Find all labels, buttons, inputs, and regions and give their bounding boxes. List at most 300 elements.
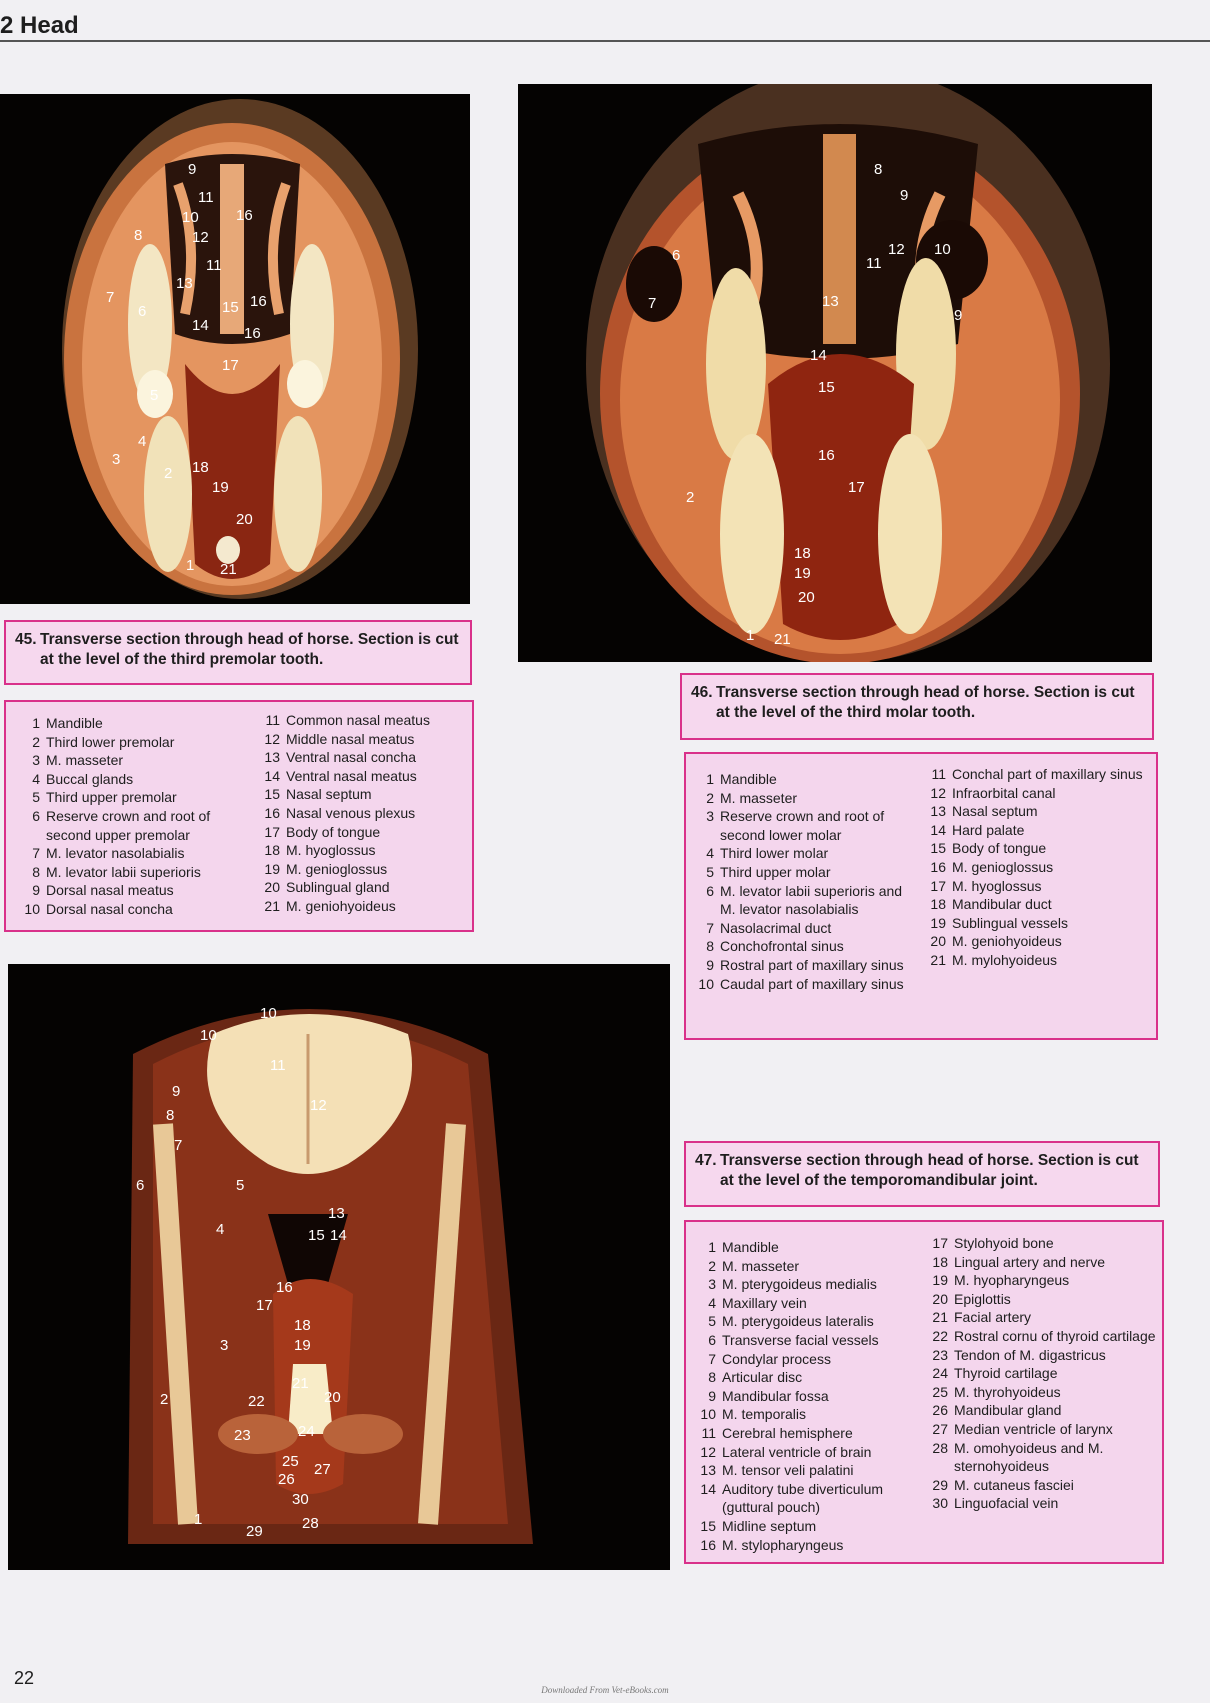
legend-item-text: M. hyopharyngeus bbox=[954, 1272, 1070, 1289]
photo-label: 18 bbox=[294, 1317, 311, 1334]
legend-item-number: 10 bbox=[700, 1406, 716, 1423]
legend-item-number: 13 bbox=[700, 1462, 716, 1479]
photo-label: 28 bbox=[302, 1515, 319, 1532]
legend-item bbox=[20, 807, 236, 844]
photo-label: 23 bbox=[234, 1427, 251, 1444]
photo-label: 20 bbox=[324, 1389, 341, 1406]
caption-text: Transverse section through head of horse. Section is cut at the level of the third premolar tooth. bbox=[40, 631, 459, 668]
legend-item-text: Transverse facial vessels bbox=[722, 1331, 879, 1348]
photo-label: 17 bbox=[222, 357, 239, 374]
legend-item bbox=[696, 1443, 928, 1462]
photo-label: 17 bbox=[848, 479, 865, 496]
legend-item-text: Dorsal nasal concha bbox=[46, 900, 173, 917]
legend-item-number: 12 bbox=[700, 1443, 716, 1460]
legend-item-text: Reserve crown and root of second upper premolar bbox=[46, 807, 211, 843]
figure-number: 47. bbox=[695, 1152, 717, 1169]
legend-item bbox=[694, 882, 920, 919]
legend-item bbox=[260, 767, 470, 786]
photo-label: 18 bbox=[192, 459, 209, 476]
photo-label: 24 bbox=[298, 1423, 315, 1440]
legend-item bbox=[694, 807, 920, 844]
photo-label: 22 bbox=[248, 1393, 265, 1410]
legend-item-number: 2 bbox=[706, 789, 714, 806]
photo-label: 14 bbox=[192, 317, 209, 334]
legend-item-number: 20 bbox=[932, 1290, 948, 1307]
figure-47-labels bbox=[8, 964, 670, 1570]
legend-item-text: Sublingual vessels bbox=[952, 914, 1068, 931]
photo-label: 11 bbox=[198, 189, 214, 206]
photo-label: 14 bbox=[330, 1227, 347, 1244]
legend-item-text: Buccal glands bbox=[46, 770, 134, 787]
legend-item-number: 19 bbox=[930, 914, 946, 931]
legend-item-number: 15 bbox=[930, 840, 946, 857]
legend-item-text: Body of tongue bbox=[286, 823, 381, 840]
legend-item bbox=[928, 1271, 1160, 1290]
legend-item-text: Dorsal nasal meatus bbox=[46, 882, 174, 899]
legend-item-number: 15 bbox=[700, 1517, 716, 1534]
photo-label: 1 bbox=[186, 557, 195, 574]
legend-item bbox=[696, 1424, 928, 1443]
page-number: 22 bbox=[14, 1668, 35, 1688]
legend-item-number: 7 bbox=[32, 845, 40, 862]
legend-column-right bbox=[260, 711, 470, 916]
legend-item bbox=[928, 1401, 1160, 1420]
legend-item-number: 24 bbox=[932, 1365, 948, 1382]
legend-item-text: M. pterygoideus lateralis bbox=[722, 1313, 874, 1330]
legend-item-text: Lingual artery and nerve bbox=[954, 1253, 1105, 1270]
legend-item-text: Mandibular duct bbox=[952, 896, 1052, 913]
legend-item bbox=[926, 839, 1152, 858]
legend-item bbox=[696, 1368, 928, 1387]
legend-item-text: Mandible bbox=[46, 715, 103, 731]
legend-item bbox=[696, 1461, 928, 1480]
legend-item bbox=[696, 1480, 928, 1517]
legend-item-text: M. levator labii superioris bbox=[46, 863, 201, 880]
legend-item bbox=[696, 1331, 928, 1350]
photo-label: 9 bbox=[172, 1083, 181, 1100]
legend-item-number: 23 bbox=[932, 1346, 948, 1363]
legend-item-text: M. mylohyoideus bbox=[952, 951, 1058, 968]
legend-item bbox=[260, 711, 470, 730]
legend-item-text: Thyroid cartilage bbox=[954, 1365, 1058, 1382]
legend-item-text: Third upper molar bbox=[720, 863, 831, 880]
legend-item-text: Third lower molar bbox=[720, 845, 829, 862]
photo-label: 10 bbox=[200, 1027, 217, 1044]
photo-label: 16 bbox=[276, 1279, 293, 1296]
legend-item-number: 20 bbox=[264, 879, 280, 896]
figure-47-legend bbox=[684, 1220, 1164, 1564]
photo-label: 12 bbox=[192, 229, 209, 246]
legend-item bbox=[694, 863, 920, 882]
photo-label: 21 bbox=[774, 631, 791, 648]
photo-label: 8 bbox=[134, 227, 143, 244]
legend-item bbox=[20, 733, 236, 752]
legend-item-text: Reserve crown and root of second lower molar bbox=[720, 808, 885, 843]
legend-item bbox=[20, 881, 236, 900]
caption-text: Transverse section through head of horse. Section is cut at the level of the temporomandibular joint. bbox=[720, 1152, 1139, 1189]
photo-label: 2 bbox=[160, 1391, 169, 1408]
legend-item bbox=[260, 878, 470, 897]
photo-label: 13 bbox=[328, 1205, 345, 1222]
legend-item-text: Epiglottis bbox=[954, 1290, 1011, 1307]
legend-item bbox=[260, 730, 470, 749]
legend-item-text: Nasolacrimal duct bbox=[720, 919, 832, 936]
legend-item-text: Conchal part of maxillary sinus bbox=[952, 766, 1143, 782]
legend-item bbox=[926, 932, 1152, 951]
legend-item-number: 18 bbox=[930, 896, 946, 913]
legend-item bbox=[928, 1364, 1160, 1383]
legend-item-number: 17 bbox=[264, 823, 280, 840]
photo-label: 11 bbox=[206, 257, 222, 274]
photo-label: 16 bbox=[250, 293, 267, 310]
legend-item bbox=[696, 1275, 928, 1294]
legend-item-text: Stylohyoid bone bbox=[954, 1235, 1054, 1251]
figure-46-labels bbox=[518, 84, 1152, 662]
legend-item bbox=[926, 784, 1152, 803]
legend-item-text: M. levator nasolabialis bbox=[46, 845, 185, 862]
legend-item-number: 7 bbox=[706, 919, 714, 936]
legend-item bbox=[696, 1238, 928, 1257]
legend-item-number: 27 bbox=[932, 1420, 948, 1437]
photo-label: 4 bbox=[138, 433, 147, 450]
photo-label: 5 bbox=[236, 1177, 245, 1194]
photo-label: 27 bbox=[314, 1461, 331, 1478]
photo-label: 30 bbox=[292, 1491, 309, 1508]
photo-label: 11 bbox=[270, 1057, 286, 1074]
photo-label: 9 bbox=[900, 187, 909, 204]
legend-item-text: Mandible bbox=[722, 1239, 779, 1255]
legend-item-number: 11 bbox=[265, 712, 280, 728]
legend-item bbox=[20, 900, 236, 919]
legend-item-text: Articular disc bbox=[722, 1369, 803, 1386]
legend-item-text: M. thyrohyoideus bbox=[954, 1383, 1061, 1400]
legend-item bbox=[260, 860, 470, 879]
legend-item-number: 7 bbox=[708, 1350, 716, 1367]
legend-item bbox=[928, 1346, 1160, 1365]
photo-label: 5 bbox=[150, 387, 159, 404]
legend-item-text: M. masseter bbox=[722, 1257, 800, 1274]
figure-46-legend bbox=[684, 752, 1158, 1040]
legend-item bbox=[926, 895, 1152, 914]
legend-item-number: 6 bbox=[708, 1331, 716, 1348]
legend-item bbox=[928, 1383, 1160, 1402]
legend-item-number: 5 bbox=[708, 1313, 716, 1330]
figure-45-caption bbox=[4, 620, 472, 685]
legend-item bbox=[694, 937, 920, 956]
photo-label: 7 bbox=[106, 289, 115, 306]
legend-item-number: 15 bbox=[264, 786, 280, 803]
photo-label: 6 bbox=[138, 303, 147, 320]
legend-item-number: 1 bbox=[708, 1239, 716, 1255]
legend-item-number: 6 bbox=[706, 882, 714, 899]
legend-column-right bbox=[928, 1234, 1160, 1513]
legend-item bbox=[260, 841, 470, 860]
photo-label: 10 bbox=[182, 209, 199, 226]
photo-label: 9 bbox=[954, 307, 963, 324]
photo-label: 19 bbox=[212, 479, 229, 496]
legend-item-number: 4 bbox=[32, 770, 40, 787]
legend-item bbox=[928, 1290, 1160, 1309]
photo-label: 17 bbox=[256, 1297, 273, 1314]
legend-item bbox=[928, 1327, 1160, 1346]
legend-item-text: Rostral part of maxillary sinus bbox=[720, 956, 904, 973]
photo-label: 20 bbox=[236, 511, 253, 528]
legend-column-right bbox=[926, 765, 1152, 970]
figure-46-photo bbox=[518, 84, 1152, 662]
legend-item-text: Rostral cornu of thyroid cartilage bbox=[954, 1327, 1156, 1344]
legend-item bbox=[696, 1312, 928, 1331]
chapter-title: 2 Head bbox=[0, 12, 79, 39]
legend-item-number: 9 bbox=[32, 882, 40, 899]
legend-item bbox=[20, 770, 236, 789]
legend-item bbox=[928, 1439, 1160, 1476]
legend-item-number: 20 bbox=[930, 933, 946, 950]
legend-item-number: 21 bbox=[264, 897, 280, 914]
legend-item-text: M. levator labii superioris and M. levator nasolabialis bbox=[720, 882, 903, 918]
legend-item-number: 5 bbox=[706, 863, 714, 880]
legend-item bbox=[696, 1517, 928, 1536]
photo-label: 6 bbox=[136, 1177, 145, 1194]
download-watermark: Downloaded From Vet-eBooks.com bbox=[541, 1685, 669, 1695]
legend-item-number: 17 bbox=[930, 877, 946, 894]
legend-item-number: 14 bbox=[264, 767, 280, 784]
page-header bbox=[0, 0, 1210, 46]
legend-item-text: Auditory tube diverticulum (guttural pouch) bbox=[722, 1480, 884, 1516]
legend-item-text: Lateral ventricle of brain bbox=[722, 1443, 872, 1460]
legend-item-text: Nasal septum bbox=[952, 803, 1038, 820]
photo-label: 21 bbox=[292, 1375, 309, 1392]
legend-item bbox=[20, 863, 236, 882]
photo-label: 8 bbox=[874, 161, 883, 178]
legend-item-number: 9 bbox=[706, 956, 714, 973]
legend-item bbox=[696, 1536, 928, 1555]
legend-item-number: 10 bbox=[24, 900, 40, 917]
legend-item-text: Mandible bbox=[720, 771, 777, 787]
legend-item-text: Third upper premolar bbox=[46, 789, 177, 806]
legend-item-text: M. genioglossus bbox=[952, 858, 1054, 875]
legend-item bbox=[696, 1387, 928, 1406]
legend-item bbox=[260, 804, 470, 823]
photo-label: 19 bbox=[794, 565, 811, 582]
legend-item-number: 18 bbox=[932, 1253, 948, 1270]
legend-item-number: 9 bbox=[708, 1387, 716, 1404]
legend-item-number: 21 bbox=[930, 951, 946, 968]
legend-item-number: 28 bbox=[932, 1439, 948, 1456]
legend-item bbox=[928, 1308, 1160, 1327]
legend-item-text: M. hyoglossus bbox=[952, 877, 1042, 894]
legend-item-number: 12 bbox=[264, 730, 280, 747]
photo-label: 19 bbox=[294, 1337, 311, 1354]
legend-item-text: M. temporalis bbox=[722, 1406, 807, 1423]
legend-item-text: M. pterygoideus medialis bbox=[722, 1276, 877, 1293]
legend-item-number: 4 bbox=[706, 845, 714, 862]
legend-item bbox=[696, 1294, 928, 1313]
legend-item bbox=[928, 1253, 1160, 1272]
legend-column-left bbox=[696, 1238, 928, 1554]
legend-item bbox=[694, 975, 920, 994]
legend-item-text: M. cutaneus fasciei bbox=[954, 1476, 1074, 1493]
legend-column-left bbox=[694, 770, 920, 993]
legend-item-number: 3 bbox=[706, 808, 714, 825]
photo-label: 2 bbox=[164, 465, 173, 482]
legend-item bbox=[926, 802, 1152, 821]
legend-item bbox=[696, 1350, 928, 1369]
photo-label: 1 bbox=[746, 627, 755, 644]
legend-item bbox=[926, 821, 1152, 840]
legend-column-left bbox=[20, 714, 236, 919]
legend-item-number: 4 bbox=[708, 1294, 716, 1311]
legend-item-text: M. masseter bbox=[46, 752, 124, 769]
legend-item-text: Sublingual gland bbox=[286, 879, 390, 896]
photo-label: 16 bbox=[236, 207, 253, 224]
legend-item-text: Median ventricle of larynx bbox=[954, 1420, 1113, 1437]
legend-item bbox=[928, 1494, 1160, 1513]
figure-number: 45. bbox=[15, 631, 37, 648]
legend-item-number: 2 bbox=[708, 1257, 716, 1274]
legend-item bbox=[694, 844, 920, 863]
legend-item bbox=[694, 956, 920, 975]
figure-46-caption bbox=[680, 673, 1154, 740]
legend-item-number: 8 bbox=[708, 1369, 716, 1386]
photo-label: 25 bbox=[282, 1453, 299, 1470]
legend-item-text: Caudal part of maxillary sinus bbox=[720, 975, 904, 992]
legend-item-text: M. geniohyoideus bbox=[952, 933, 1062, 950]
photo-label: 15 bbox=[222, 299, 239, 316]
photo-label: 20 bbox=[798, 589, 815, 606]
photo-label: 14 bbox=[810, 347, 827, 364]
legend-item-text: Middle nasal meatus bbox=[286, 730, 415, 747]
photo-label: 7 bbox=[174, 1137, 183, 1154]
legend-item-number: 21 bbox=[932, 1309, 948, 1326]
legend-item-number: 22 bbox=[932, 1327, 948, 1344]
legend-item-text: Hard palate bbox=[952, 821, 1025, 838]
legend-item-number: 11 bbox=[931, 766, 946, 782]
legend-item-text: Mandibular fossa bbox=[722, 1387, 829, 1404]
legend-item-text: M. masseter bbox=[720, 789, 798, 806]
photo-label: 12 bbox=[310, 1097, 327, 1114]
photo-label: 13 bbox=[822, 293, 839, 310]
legend-item-number: 3 bbox=[32, 752, 40, 769]
header-rule bbox=[0, 40, 1210, 42]
legend-item-number: 8 bbox=[32, 863, 40, 880]
figure-number: 46. bbox=[691, 684, 713, 701]
legend-item-number: 25 bbox=[932, 1383, 948, 1400]
legend-item bbox=[926, 877, 1152, 896]
legend-item-number: 10 bbox=[698, 975, 714, 992]
photo-label: 3 bbox=[112, 451, 121, 468]
legend-item bbox=[694, 770, 920, 789]
figure-45-legend bbox=[4, 700, 474, 932]
legend-item-number: 30 bbox=[932, 1495, 948, 1512]
legend-item bbox=[928, 1476, 1160, 1495]
photo-label: 7 bbox=[648, 295, 657, 312]
legend-item-text: Nasal venous plexus bbox=[286, 804, 416, 821]
figure-47-caption bbox=[684, 1141, 1160, 1207]
legend-item bbox=[694, 919, 920, 938]
legend-item bbox=[926, 914, 1152, 933]
legend-item-number: 6 bbox=[32, 807, 40, 824]
legend-item bbox=[928, 1234, 1160, 1253]
legend-item-text: M. stylopharyngeus bbox=[722, 1536, 844, 1553]
legend-item-text: M. genioglossus bbox=[286, 860, 388, 877]
photo-label: 12 bbox=[888, 241, 905, 258]
photo-label: 26 bbox=[278, 1471, 295, 1488]
legend-item-text: Infraorbital canal bbox=[952, 784, 1056, 801]
legend-item-number: 26 bbox=[932, 1402, 948, 1419]
legend-item-text: M. hyoglossus bbox=[286, 842, 376, 859]
caption-text: Transverse section through head of horse. Section is cut at the level of the third molar tooth. bbox=[716, 684, 1135, 721]
legend-item-text: Mandibular gland bbox=[954, 1402, 1062, 1419]
legend-item-text: Body of tongue bbox=[952, 840, 1047, 857]
legend-item bbox=[926, 858, 1152, 877]
legend-item-text: Nasal septum bbox=[286, 786, 372, 803]
legend-item bbox=[928, 1420, 1160, 1439]
legend-item bbox=[926, 765, 1152, 784]
legend-item bbox=[926, 951, 1152, 970]
figure-45-photo bbox=[0, 94, 470, 604]
legend-item-number: 1 bbox=[32, 715, 40, 731]
legend-item bbox=[20, 751, 236, 770]
legend-item-number: 12 bbox=[930, 784, 946, 801]
legend-item bbox=[696, 1405, 928, 1424]
legend-item-number: 8 bbox=[706, 938, 714, 955]
photo-label: 3 bbox=[220, 1337, 229, 1354]
legend-item bbox=[260, 823, 470, 842]
legend-item-number: 19 bbox=[932, 1272, 948, 1289]
legend-item bbox=[694, 789, 920, 808]
legend-item-text: Conchofrontal sinus bbox=[720, 938, 844, 955]
legend-item-text: Facial artery bbox=[954, 1309, 1032, 1326]
photo-label: 16 bbox=[818, 447, 835, 464]
legend-item-number: 18 bbox=[264, 842, 280, 859]
photo-label: 29 bbox=[246, 1523, 263, 1540]
legend-item-text: Maxillary vein bbox=[722, 1294, 807, 1311]
photo-label: 15 bbox=[818, 379, 835, 396]
figure-47-photo bbox=[8, 964, 670, 1570]
legend-item-number: 13 bbox=[264, 749, 280, 766]
legend-item-text: M. geniohyoideus bbox=[286, 897, 396, 914]
legend-item-number: 19 bbox=[264, 860, 280, 877]
legend-item-number: 29 bbox=[932, 1476, 948, 1493]
legend-item-number: 16 bbox=[264, 804, 280, 821]
legend-item-number: 1 bbox=[706, 771, 714, 787]
legend-item-number: 16 bbox=[700, 1536, 716, 1553]
photo-label: 21 bbox=[220, 561, 237, 578]
legend-item bbox=[20, 788, 236, 807]
legend-item bbox=[20, 844, 236, 863]
legend-item-number: 3 bbox=[708, 1276, 716, 1293]
legend-item-text: Tendon of M. digastricus bbox=[954, 1346, 1106, 1363]
photo-label: 8 bbox=[166, 1107, 175, 1124]
legend-item bbox=[696, 1257, 928, 1276]
legend-item-number: 16 bbox=[930, 858, 946, 875]
legend-item-text: Ventral nasal meatus bbox=[286, 767, 417, 784]
legend-item-number: 5 bbox=[32, 789, 40, 806]
legend-item bbox=[260, 785, 470, 804]
legend-item-number: 14 bbox=[700, 1480, 716, 1497]
photo-label: 18 bbox=[794, 545, 811, 562]
legend-item-text: Midline septum bbox=[722, 1517, 817, 1534]
legend-item-text: Third lower premolar bbox=[46, 733, 175, 750]
legend-item-text: Condylar process bbox=[722, 1350, 831, 1367]
photo-label: 1 bbox=[194, 1511, 203, 1528]
legend-item bbox=[260, 897, 470, 916]
photo-label: 15 bbox=[308, 1227, 325, 1244]
photo-label: 2 bbox=[686, 489, 695, 506]
legend-item-text: Ventral nasal concha bbox=[286, 749, 416, 766]
legend-item-text: Cerebral hemisphere bbox=[722, 1424, 853, 1441]
photo-label: 10 bbox=[934, 241, 951, 258]
